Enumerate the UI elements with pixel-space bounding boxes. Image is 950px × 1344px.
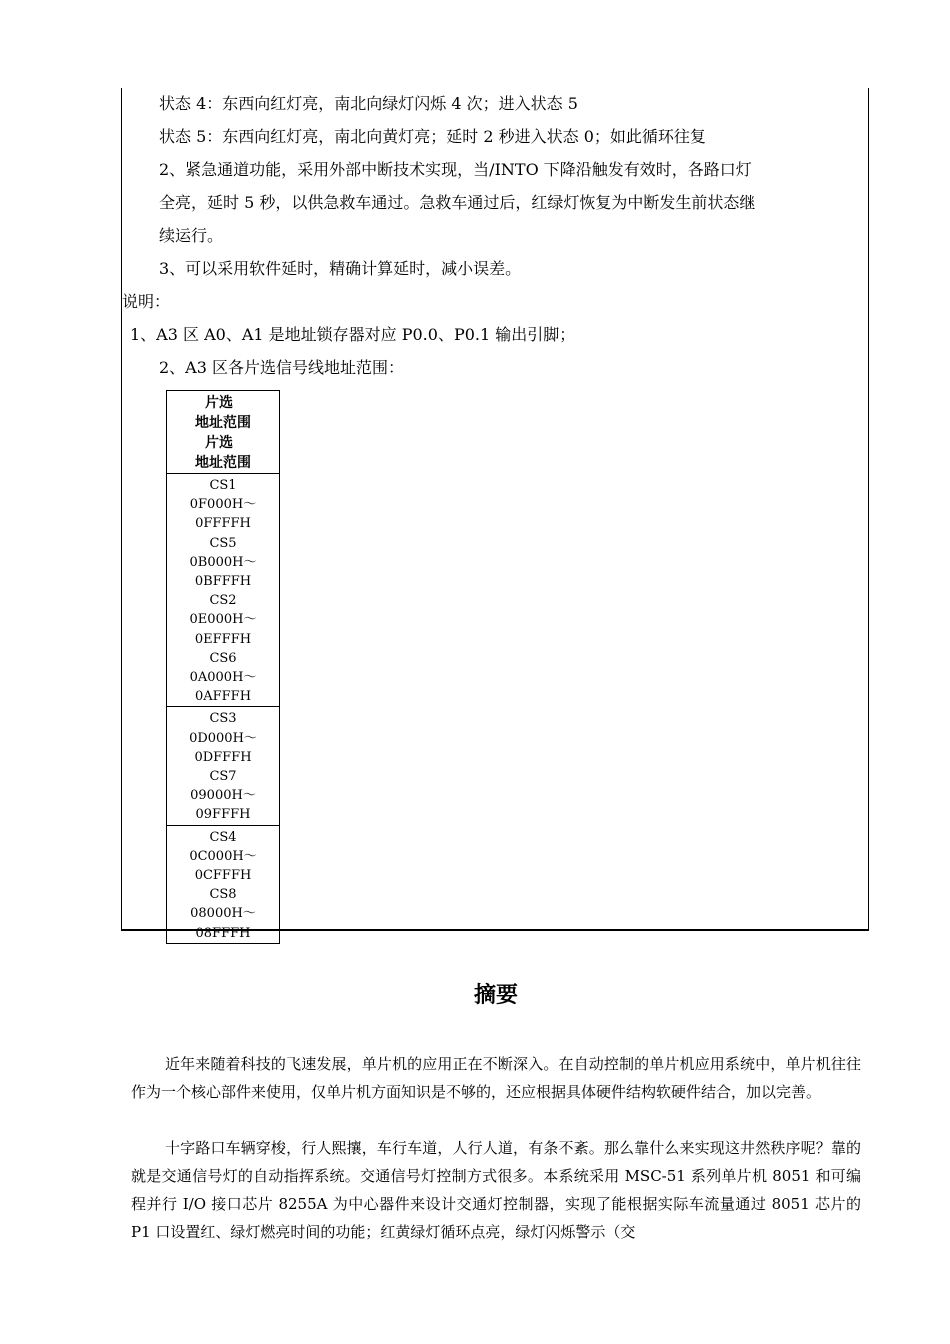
cell-text: CS5 [209, 535, 237, 551]
table-cell [167, 825, 280, 943]
cell-text: 0D000H～ [189, 730, 257, 746]
cell-text: 08000H～ [190, 906, 256, 922]
cell-text: CS4 [209, 829, 237, 845]
cell-text: 08FFFH [195, 925, 251, 941]
cell-text: 0CFFFH [194, 868, 252, 884]
note-item-1: 1、A3 区 A0、A1 是地址锁存器对应 P0.0、P0.1 输出引脚； [130, 325, 576, 344]
cell-text: 09000H～ [190, 788, 256, 804]
feature-2-line-1: 2、紧急通道功能，采用外部中断技术实现，当/INTO 下降沿触发有效时，各路口灯 [159, 160, 752, 179]
cell-text: 0FFFFH [195, 516, 251, 532]
abstract-paragraph-1: 近年来随着科技的飞速发展，单片机的应用正在不断深入。在自动控制的单片机应用系统中，单片机往往作为一个核心部件来使用，仅单片机方面知识是不够的，还应根据具体硬件结构软硬件结合，加以完善。 [131, 1055, 861, 1101]
abstract-title: 摘要 [473, 983, 518, 1008]
abstract-paragraph-2: 十字路口车辆穿梭，行人熙攘，车行车道，人行人道，有条不紊。那么靠什么来实现这井然秩序呢？靠的就是交通信号灯的自动指挥系统。交通信号灯控制方式很多。本系统采用 MSC-51 系列单片机 8051 和可编程并行 I/O 接口芯片 8255A 为中心器件来设计交通灯控制器，实现了能根据实际车流量通过 8051 芯片的 P1 口设置红、绿灯燃亮时间的功能；红黄绿灯循环点亮，绿灯闪烁警示（交 [131, 1139, 861, 1241]
cell-text: CS8 [209, 887, 237, 903]
feature-2-line-2: 全亮，延时 5 秒，以供急救车通过。急救车通过后，红绿灯恢复为中断发生前状态继 [159, 193, 756, 212]
cell-text: CS7 [209, 769, 237, 785]
state-4-line: 状态 4：东西向红灯亮，南北向绿灯闪烁 4 次；进入状态 5 [159, 94, 578, 113]
cell-text: 0E000H～ [189, 612, 257, 628]
cell-text: 0B000H～ [189, 554, 257, 570]
cell-text: 0A000H～ [189, 670, 257, 686]
header-address-range-2: 地址范围 [195, 455, 251, 471]
header-address-range: 地址范围 [195, 415, 251, 431]
note-item-2: 2、A3 区各片选信号线地址范围： [159, 358, 405, 377]
cell-text: 0BFFFH [194, 574, 252, 590]
table-row [167, 707, 280, 825]
cell-text: CS1 [209, 478, 237, 493]
table-row [167, 474, 280, 707]
header-chip-select-2: 片选 [205, 435, 233, 451]
cell-text: 0EFFFH [194, 631, 252, 647]
table-cell [167, 474, 280, 707]
cell-text: CS6 [209, 650, 237, 666]
table-header-row [167, 391, 280, 474]
feature-2-line-3: 续运行。 [159, 226, 224, 245]
cell-text: 0DFFFH [194, 749, 252, 765]
note-label: 说明： [122, 292, 171, 311]
address-range-table [166, 390, 280, 944]
table-cell [167, 707, 280, 825]
cell-text: CS2 [209, 593, 237, 609]
cell-text: 0F000H～ [189, 497, 257, 513]
cell-text: 0C000H～ [189, 848, 257, 864]
cell-text: 0AFFFH [194, 689, 252, 705]
table-header-cell [167, 391, 280, 474]
cell-text: 09FFFH [195, 807, 251, 823]
feature-3-line: 3、可以采用软件延时，精确计算延时，减小误差。 [159, 259, 522, 278]
header-chip-select: 片选 [205, 395, 233, 411]
cell-text: CS3 [209, 711, 237, 727]
state-5-line: 状态 5：东西向红灯亮，南北向黄灯亮；延时 2 秒进入状态 0；如此循环往复 [159, 127, 706, 146]
table-row [167, 825, 280, 943]
